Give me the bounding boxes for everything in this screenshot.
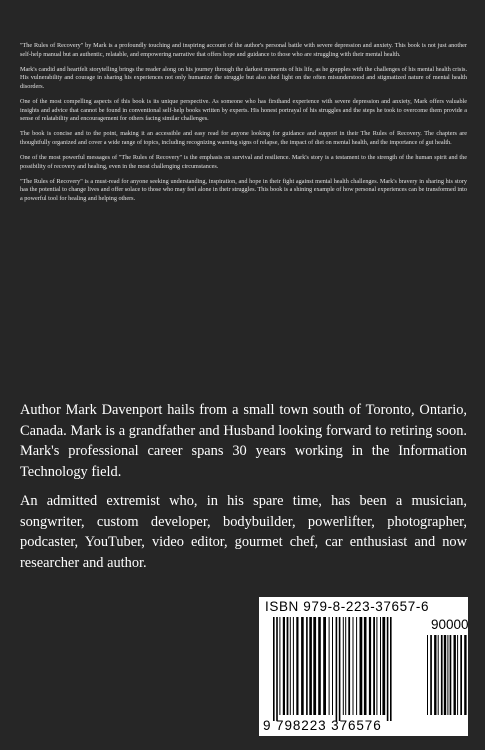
barcode-bar [380, 617, 381, 715]
barcode-bar [343, 617, 344, 715]
barcode-bar [356, 617, 357, 715]
barcode-addon-bar [438, 635, 439, 715]
barcode-bar [329, 617, 330, 715]
barcode-bar [373, 617, 375, 715]
barcode-bar [364, 617, 367, 715]
barcode-bar [353, 617, 354, 715]
barcode-bar [360, 617, 363, 715]
barcode-addon-bar [430, 635, 432, 715]
barcode-guard-bar [339, 617, 341, 721]
barcode-bar [301, 617, 304, 715]
barcode-bar [313, 617, 316, 715]
barcode-bar [290, 617, 291, 715]
barcode-addon-bar [457, 635, 458, 715]
barcode-guard-bar [390, 617, 392, 721]
synopsis-paragraph: One of the most compelling aspects of this book is its unique perspective. As someone who has firsthand experience with severe depression and anxiety, Mark offers valuable insights and advice that cannot be found in conventional self-help books written by experts. His honest portrayal of his struggles and the steps he took to overcome them provide a sense of relatability and encouragement for others facing similar challenges. [20, 97, 467, 123]
barcode-bar [309, 617, 312, 715]
ean-digits: 9 798223 376576 [263, 718, 382, 733]
barcode-bar [382, 617, 385, 715]
synopsis-paragraph: One of the most powerful messages of "The Rules of Recovery" is the emphasis on survival and resilience. Mark's story is a testament to the strength of the human spirit and the possibility of recovery and healing, even in the most challenging circumstances. [20, 153, 467, 170]
barcode-bar [332, 617, 333, 715]
author-bio [20, 400, 467, 582]
synopsis-paragraph: "The Rules of Recovery" by Mark is a profoundly touching and inspiring account of the author's personal battle with severe depression and anxiety. This book is not just another self-help manual but an authentic, relatable, and empowering narrative that offers hope and guidance to those who are struggling with their mental health. [20, 42, 467, 58]
barcode-addon-bar [441, 635, 443, 715]
barcode-addon-bar [464, 635, 466, 715]
synopsis-paragraph: "The Rules of Recovery" is a must-read for anyone seeking understanding, inspiration, and hope in their fight against mental health challenges. Mark's bravery in sharing his story has the potential to change lives and offer solace to those who may feel alone in their struggles. This book is a shining example of how personal experiences can be transformed into a powerful tool for healing and helping others. [20, 177, 467, 202]
bio-paragraph: Author Mark Davenport hails from a small town south of Toronto, Ontario, Canada. Mark is a grandfather and Husband looking forward to retiring soon. Mark's professional career spans 30 years working in the Information Technology field. [20, 402, 467, 480]
barcode-bar [369, 617, 371, 715]
isbn-label: ISBN 979-8-223-37657-6 [265, 599, 430, 614]
barcode-addon-bar [444, 635, 446, 715]
synopsis-paragraph: Mark's candid and heartfelt storytelling brings the reader along on his journey through the darkest moments of his life, as he grapples with the challenges of his mental health crisis. His vulnerability and courage in sharing his experiences not only humanize the struggle but also shed light on the often misunderstood and stigmatized nature of mental health disorders. [20, 65, 467, 90]
barcode-addon-bar [434, 635, 436, 715]
barcode-bar [306, 617, 308, 715]
barcode-bar [279, 617, 280, 715]
barcode-bar [318, 617, 321, 715]
price-code: 90000 [431, 617, 469, 632]
barcode-addon-bar [454, 635, 456, 715]
synopsis-paragraph: The book is concise and to the point, making it an accessible and easy read for anyone looking for guidance and support in their The Rules of Recovery. The chapters are thoughtfully organized and cover a wide range of topics, including recognizing warning signs of relapse, the impact of diet on mental health, and the importance of gut health. [20, 130, 467, 146]
barcode-guard-bar [273, 617, 275, 721]
barcode-addon-bar [427, 635, 428, 715]
barcode-addon-bar [447, 635, 448, 715]
bio-paragraph: An admitted extremist who, in his spare time, has been a musician, songwriter, custom developer, bodybuilder, powerlifter, photographer, podcaster, YouTuber, video editor, gourmet chef, car enthusiast and now researcher and author. [20, 493, 467, 571]
barcode-bar [293, 617, 294, 715]
back-cover-synopsis [20, 42, 467, 210]
barcode-bar [296, 617, 298, 715]
barcode-bar [283, 617, 285, 715]
barcode-guard-bar [276, 617, 278, 721]
barcode-guard-bar [336, 617, 338, 721]
barcode-addon-bar [460, 635, 462, 715]
barcode-addon-bar [450, 635, 452, 715]
isbn-barcode [259, 597, 468, 736]
barcode-bar [323, 617, 326, 715]
barcode-bar [345, 617, 346, 715]
barcode-bar [376, 617, 377, 715]
barcode-guard-bar [387, 617, 389, 721]
barcode-bar [348, 617, 350, 715]
barcode-bar [287, 617, 289, 715]
